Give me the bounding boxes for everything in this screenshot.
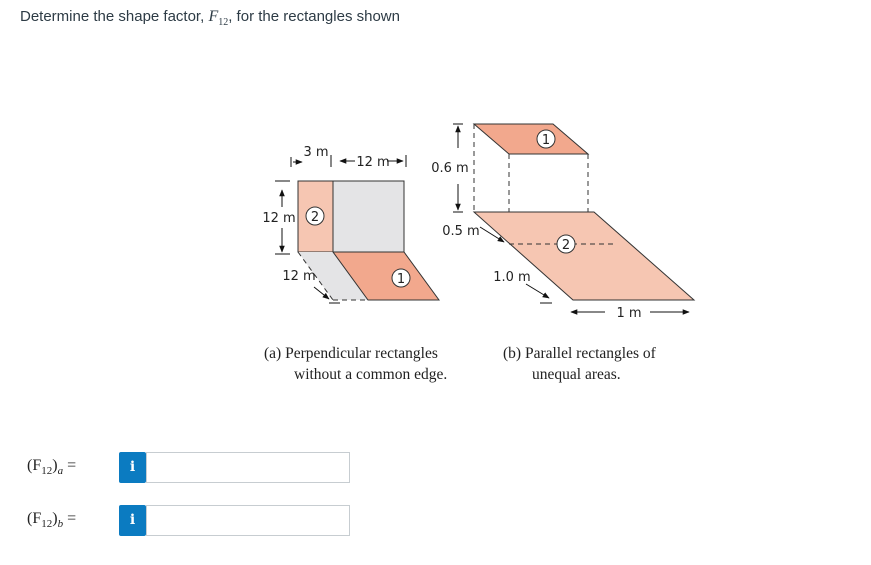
circle-a1-label: 1 bbox=[396, 272, 406, 287]
answer-input-a[interactable] bbox=[146, 452, 350, 483]
caption-b-line1: (b) Parallel rectangles of bbox=[503, 345, 656, 362]
caption-a-line1: (a) Perpendicular rectangles bbox=[264, 345, 438, 362]
label-a-12m-bottom: 12 m bbox=[282, 269, 316, 284]
info-icon[interactable]: i bbox=[119, 505, 146, 536]
figure-b bbox=[431, 124, 694, 383]
answer-label-b: $(F_{12})_b$ = bbox=[27, 510, 77, 531]
label-b-1m: 1 m bbox=[616, 306, 642, 321]
label-a-12m-left: 12 m bbox=[262, 211, 296, 226]
answer-input-b[interactable] bbox=[146, 505, 350, 536]
question-prefix: Determine the shape factor, bbox=[20, 8, 209, 25]
answer-label-a: $(F_{12})_a$ = bbox=[27, 457, 77, 478]
caption-a-line2: without a common edge. bbox=[294, 366, 448, 383]
caption-b-line2: unequal areas. bbox=[532, 366, 621, 383]
info-icon[interactable]: i bbox=[119, 452, 146, 483]
label-a-3m: 3 m bbox=[303, 145, 329, 160]
question-symbol: $F_{12}$ bbox=[208, 8, 229, 29]
label-b-06m: 0.6 m bbox=[431, 161, 469, 176]
circle-a2-label: 2 bbox=[310, 210, 320, 225]
circle-b1-label: 1 bbox=[541, 133, 551, 148]
rect-b2 bbox=[474, 212, 694, 300]
question-suffix: , for the rectangles shown bbox=[228, 8, 400, 25]
rect-a-gray-panel bbox=[333, 181, 404, 252]
label-a-12m-top: 12 m bbox=[356, 155, 390, 170]
figure-a bbox=[262, 145, 447, 383]
circle-b2-label: 2 bbox=[561, 238, 571, 253]
label-b-05m: 0.5 m bbox=[442, 224, 480, 239]
rect-b1 bbox=[474, 124, 588, 154]
label-b-10m: 1.0 m bbox=[493, 270, 531, 285]
